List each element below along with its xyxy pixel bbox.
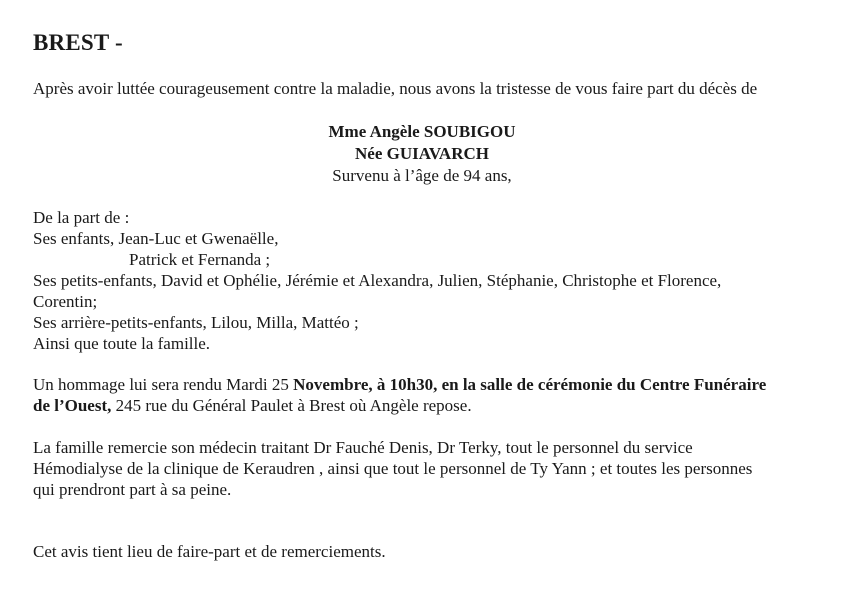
thanks-line-1: La famille remercie son médecin traitant Dr Fauché Denis, Dr Terky, tout le personnel du service	[33, 438, 693, 457]
deceased-maiden-name: Née GUIAVARCH	[355, 144, 489, 163]
deceased-age: Survenu à l’âge de 94 ans,	[332, 166, 512, 185]
closing-text: Cet avis tient lieu de faire-part et de remerciements.	[33, 542, 386, 561]
family-great-grandchildren-line: Ses arrière-petits-enfants, Lilou, Milla, Mattéo ;	[33, 313, 359, 332]
ceremony-line-2	[33, 395, 472, 416]
notice-city-heading: BREST -	[33, 30, 123, 55]
ceremony-address: 245 rue du Général Paulet à Brest où Angèle repose.	[111, 396, 472, 415]
ceremony-line-1	[33, 374, 766, 395]
family-grandchildren-line: Ses petits-enfants, David et Ophélie, Jérémie et Alexandra, Julien, Stéphanie, Christophe et Florence,	[33, 271, 722, 290]
ceremony-details-bold: Novembre, à 10h30, en la salle de cérémonie du Centre Funéraire	[293, 375, 767, 394]
thanks-line-2: Hémodialyse de la clinique de Keraudren , ainsi que tout le personnel de Ty Yann ; et toutes les personnes	[33, 459, 753, 478]
family-header: De la part de :	[33, 208, 130, 227]
family-rest-line: Ainsi que toute la famille.	[33, 334, 211, 353]
family-children-line: Ses enfants, Jean-Luc et Gwenaëlle,	[33, 229, 279, 248]
intro-text: Après avoir luttée courageusement contre la maladie, nous avons la tristesse de vous faire part du décès de	[33, 79, 758, 98]
ceremony-prefix: Un hommage lui sera rendu Mardi 25	[33, 375, 294, 394]
family-grandchildren-line-cont: Corentin;	[33, 292, 98, 311]
ceremony-venue-bold: de l’Ouest,	[33, 396, 112, 415]
family-children-line-cont: Patrick et Fernanda ;	[129, 250, 271, 269]
deceased-name: Mme Angèle SOUBIGOU	[328, 122, 516, 141]
thanks-line-3: qui prendront part à sa peine.	[33, 480, 232, 499]
